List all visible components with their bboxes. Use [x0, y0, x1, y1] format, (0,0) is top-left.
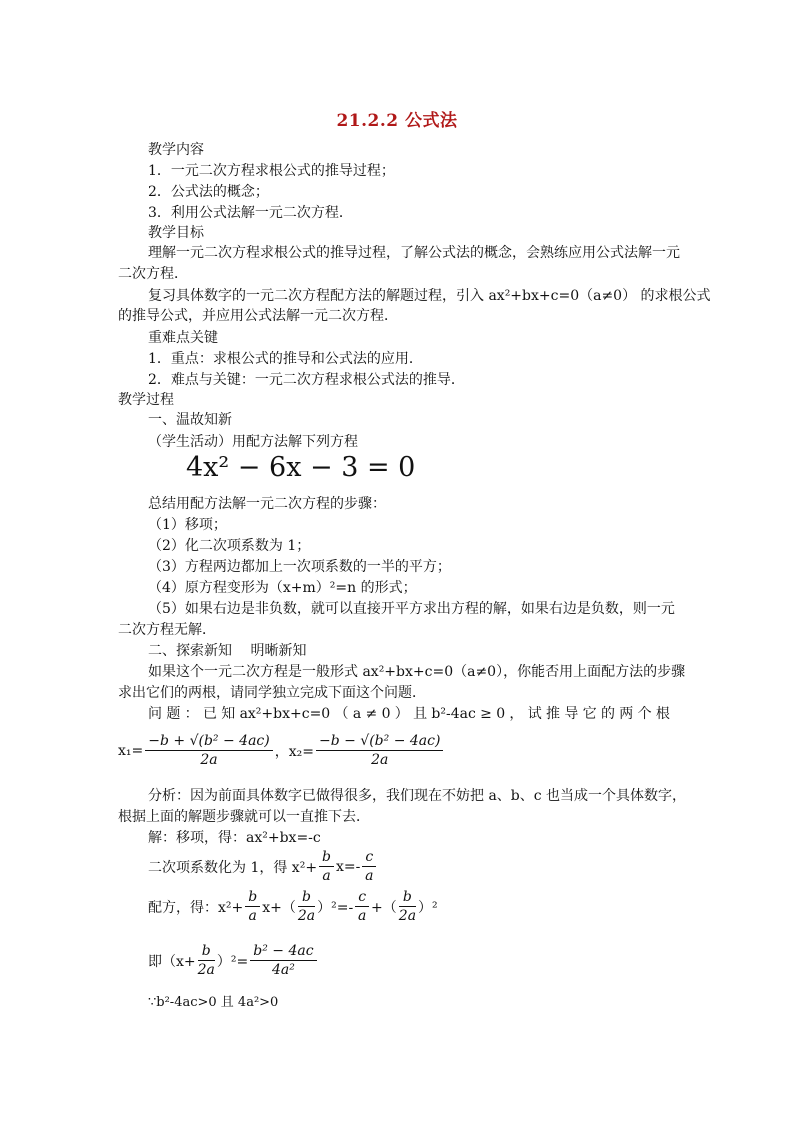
solution-step-1: 解：移项，得：ax²+bx=-c [148, 830, 321, 846]
fraction-c-over-a [362, 848, 376, 885]
teach-content-item-1: 1．一元二次方程求根公式的推导过程； [148, 163, 395, 179]
heading-goal: 教学目标 [148, 225, 204, 241]
question-token: 0 [496, 706, 506, 722]
student-activity: （学生活动）用配方法解下列方程 [148, 434, 358, 450]
explore-line-1a: 如果这个一元二次方程是一般形式 ax²+bx+c=0（a≠0），你能否用上面配方法的步骤 [148, 664, 686, 680]
question-token: ， [509, 706, 524, 722]
section-2-heading: 二、探索新知 明晰新知 [148, 643, 307, 659]
analysis-line-a: 分析：因为前面具体数字已做得很多，我们现在不妨把 a、b、c 也当成一个具体数字， [148, 788, 687, 804]
root-x2-denominator: 2a [371, 752, 389, 768]
question-token: 的 [600, 706, 615, 722]
denominator: 2a [297, 908, 316, 924]
step-1: （1）移项； [148, 517, 227, 533]
goal-line-1a: 理解一元二次方程求根公式的推导过程，了解公式法的概念，会熟练应用公式法解一元 [148, 245, 680, 261]
question-token: （ [334, 706, 349, 722]
denominator: a [322, 868, 331, 884]
goal-line-2b: 的推导公式，并应用公式法解一元二次方程． [118, 308, 398, 324]
question-token: 推 [546, 706, 561, 722]
equation-text: 4x² − 6x − 3 = 0 [186, 452, 416, 483]
question-token: 题 [166, 706, 181, 722]
question-token: ） [394, 706, 409, 722]
step-4: （4）原方程变形为（x+m）²=n 的形式； [148, 580, 417, 596]
sol2-middle: x=- [336, 858, 361, 875]
question-line [148, 704, 670, 724]
question-token: ≥ [480, 706, 492, 722]
x2-label: ，x₂= [274, 743, 314, 760]
sol3-prefix: 配方，得：x²+ [148, 899, 244, 916]
heading-teach-content: 教学内容 [148, 142, 204, 158]
question-token: 且 [413, 706, 428, 722]
page-title: 21.2.2 公式法 [336, 111, 458, 131]
numerator: b [298, 888, 315, 907]
explore-line-1b: 求出它们的两根，请同学独立完成下面这个问题． [118, 685, 426, 701]
steps-summary: 总结用配方法解一元二次方程的步骤： [148, 496, 386, 512]
root-formulas [118, 732, 445, 769]
key-item-2: 2．难点与关键：一元二次方程求根公式法的推导． [148, 372, 465, 388]
fraction-discriminant-over-4a2 [250, 942, 316, 979]
numerator: c [355, 888, 369, 907]
denominator: a [248, 908, 257, 924]
heading-key: 重难点关键 [148, 330, 218, 346]
sol3-middle-3: +（ [371, 899, 397, 916]
root-x2-numerator: −b − √(b² − 4ac) [316, 732, 443, 751]
sol4-prefix: 即（x+ [148, 953, 196, 970]
teach-content-item-2: 2．公式法的概念； [148, 184, 269, 200]
question-token: 知 [221, 706, 236, 722]
sol4-middle: ）²= [216, 953, 249, 970]
example-equation [186, 452, 415, 483]
fraction-b-over-a [319, 848, 334, 885]
denominator: a [357, 908, 367, 924]
step-2: （2）化二次项系数为 1； [148, 538, 311, 554]
sol3-middle-2: ）²=- [317, 899, 354, 916]
denominator: 2a [197, 962, 215, 978]
key-item-1: 1．重点：求根公式的推导和公式法的应用． [148, 351, 423, 367]
denominator: 2a [398, 908, 417, 924]
question-token: ax²+bx+c=0 [239, 706, 331, 722]
fraction-b-over-2a [399, 888, 416, 925]
question-token: 个 [637, 706, 652, 722]
fraction-b-over-a [245, 888, 260, 925]
denominator: 4a² [271, 962, 295, 978]
numerator: b [319, 848, 334, 867]
sol2-prefix: 二次项系数化为 1，得 x²+ [148, 859, 318, 876]
denominator: a [365, 868, 374, 884]
numerator: b² − 4ac [250, 942, 316, 961]
section-1-heading: 一、温故知新 [148, 412, 232, 428]
solution-step-3 [148, 888, 438, 925]
step-5a: （5）如果右边是非负数，就可以直接开平方求出方程的解，如果右边是负数，则一元 [148, 601, 675, 617]
teach-content-item-3: 3．利用公式法解一元二次方程． [148, 205, 353, 221]
solution-step-2 [148, 848, 378, 885]
question-token: 导 [564, 706, 579, 722]
question-token: 问 [148, 706, 162, 722]
heading-process: 教学过程 [118, 392, 174, 408]
question-token: ： [184, 706, 199, 722]
numerator: b [245, 888, 260, 907]
solution-step-4 [148, 942, 319, 979]
question-token: ≠ [365, 706, 378, 722]
question-token: b²-4ac [431, 706, 476, 722]
fraction-b-over-2a [198, 942, 215, 979]
question-token: 两 [619, 706, 634, 722]
analysis-line-b: 根据上面的解题步骤就可以一直推下去． [118, 809, 370, 825]
sol3-middle-1: x+（ [262, 899, 296, 916]
question-token: a [352, 706, 362, 722]
root-x1-fraction [145, 732, 272, 769]
question-token: 它 [582, 706, 597, 722]
question-token: 已 [202, 706, 217, 722]
sol3-end: ）² [418, 899, 438, 916]
question-token: 根 [655, 706, 670, 722]
fraction-b-over-2a [298, 888, 315, 925]
step-3: （3）方程两边都加上一次项系数的一半的平方； [148, 559, 451, 575]
goal-line-1b: 二次方程． [118, 266, 188, 282]
question-token: 0 [381, 706, 391, 722]
question-token: 试 [527, 706, 542, 722]
fraction-c-over-a [355, 888, 369, 925]
x1-label: x₁= [118, 742, 144, 759]
numerator: b [198, 942, 215, 961]
root-x1-denominator: 2a [200, 752, 218, 768]
numerator: c [362, 848, 376, 867]
numerator: b [399, 888, 416, 907]
goal-line-2a: 复习具体数字的一元二次方程配方法的解题过程，引入 ax²+bx+c=0（a≠0） 的求根公式 [148, 288, 711, 304]
step-5b: 二次方程无解． [118, 622, 216, 638]
since-statement: ∵b²-4ac>0 且 4a²>0 [148, 995, 279, 1010]
root-x2-fraction [316, 732, 443, 769]
root-x1-numerator: −b + √(b² − 4ac) [145, 732, 272, 751]
